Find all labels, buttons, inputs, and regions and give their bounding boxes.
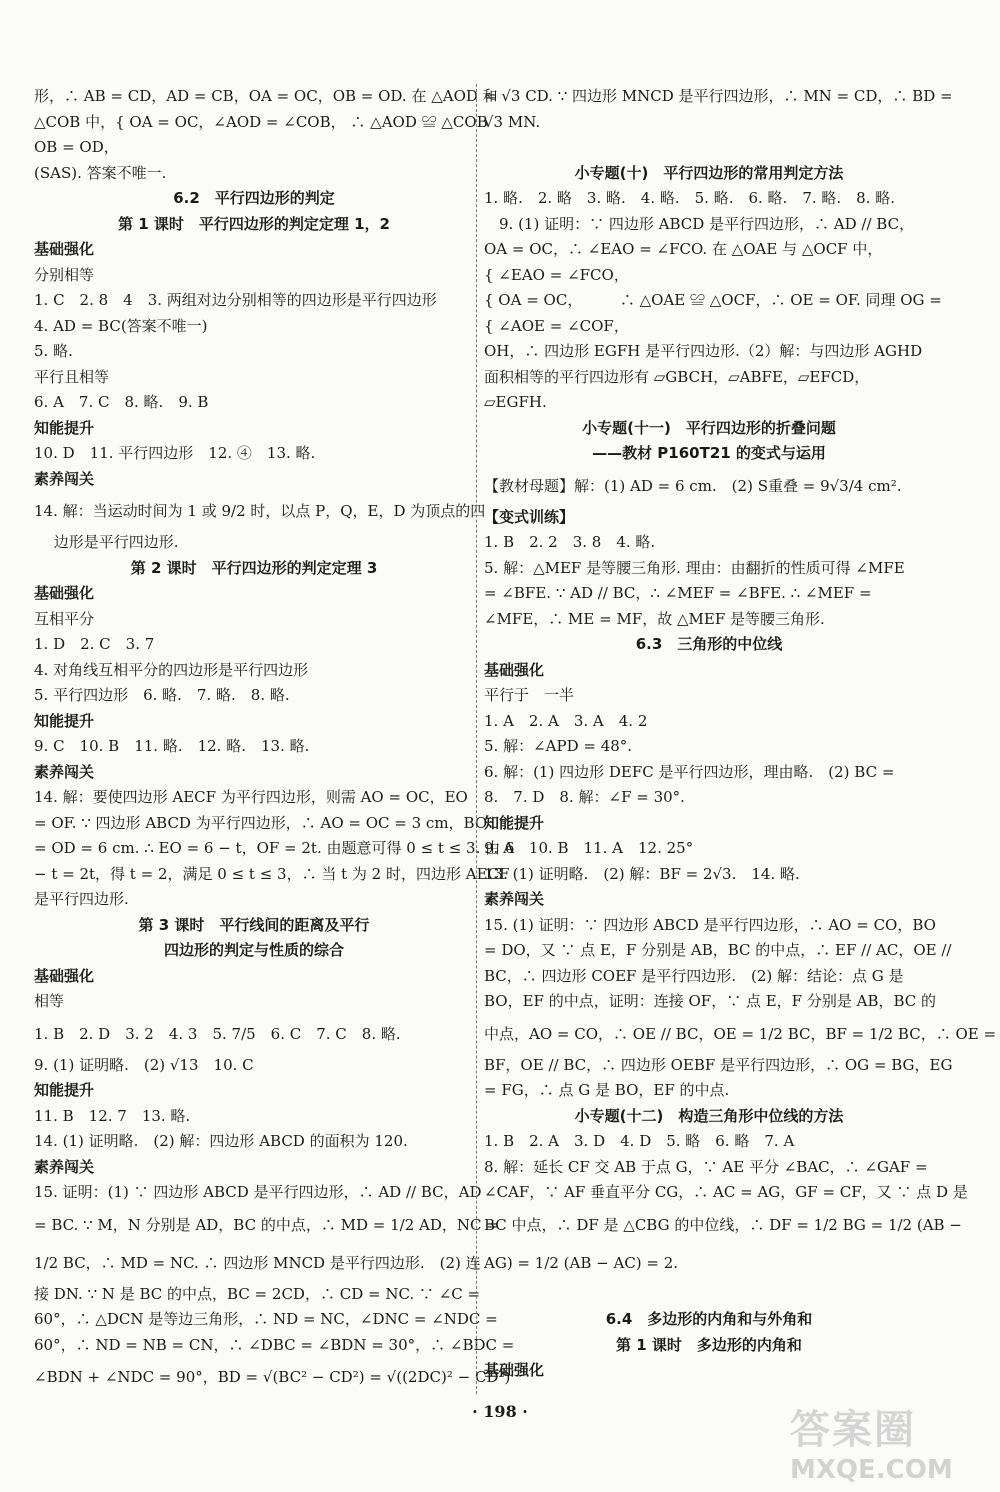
left-line: 6.2 平行四边形的判定 <box>173 189 335 207</box>
right-line: 13. (1) 证明略. (2) 解：BF = 2√3. 14. 略. <box>484 864 800 883</box>
right-line: = DO，又 ∵ 点 E，F 分别是 AB，BC 的中点，∴ EF // AC，OE // <box>484 941 952 959</box>
right-line: OA = OC，∴ ∠EAO = ∠FCO. 在 △OAE 与 △OCF 中， <box>484 240 883 258</box>
left-line: 知能提升 <box>34 418 95 437</box>
right-line: AG) = 1/2 (AB − AC) = 2. <box>484 1253 679 1272</box>
left-line: 11. B 12. 7 13. 略. <box>34 1106 191 1125</box>
left-line: 互相平分 <box>34 609 95 628</box>
left-line: 1. C 2. 8 4 3. 两组对边分别相等的四边形是平行四边形 <box>34 291 437 309</box>
right-line: BC，∴ 四边形 COEF 是平行四边形. (2) 解：结论：点 G 是 <box>484 966 904 985</box>
left-line: 9. C 10. B 11. 略. 12. 略. 13. 略. <box>34 737 310 755</box>
right-line: 小专题(十一) 平行四边形的折叠问题 <box>582 418 836 437</box>
right-line: ——教材 P160T21 的变式与运用 <box>592 444 826 462</box>
right-line: √3 MN. <box>484 112 541 131</box>
right-line: 9. A 10. B 11. A 12. 25° <box>484 839 694 857</box>
right-line: 1. B 2. A 3. D 4. D 5. 略 6. 略 7. A <box>484 1132 795 1150</box>
left-line: 基础强化 <box>34 240 95 258</box>
right-column <box>484 84 997 1384</box>
left-line: 知能提升 <box>34 1081 95 1099</box>
column-divider <box>476 84 477 1394</box>
right-line <box>484 1282 934 1308</box>
left-line: 素养闯关 <box>34 1157 95 1176</box>
watermark-logo <box>790 1398 990 1484</box>
right-line: 1. 略. 2. 略 3. 略. 4. 略. 5. 略. 6. 略. 7. 略. 8. 略. <box>484 189 896 207</box>
left-line: 边形是平行四边形. <box>34 533 179 551</box>
right-line: 6.3 三角形的中位线 <box>635 635 783 653</box>
left-line: ∠BDN + ∠NDC = 90°，BD = √(BC² − CD²) = √((2DC)² − CD²) <box>34 1368 511 1386</box>
watermark-bottom: MXQE.COM <box>790 1455 953 1485</box>
right-line: 基础强化 <box>484 660 545 679</box>
left-line: 9. (1) 证明略. (2) √13 10. C <box>34 1055 254 1074</box>
left-line: 5. 略. <box>34 342 73 360</box>
left-line: 相等 <box>34 992 65 1010</box>
left-line: 1. D 2. C 3. 7 <box>34 635 155 653</box>
right-line: 8. 7. D 8. 解：∠F = 30°. <box>484 788 685 806</box>
right-line: = √3 CD. ∵ 四边形 MNCD 是平行四边形，∴ MN = CD，∴ BD = <box>484 87 953 105</box>
left-line: △COB 中，{ OA = OC，∠AOD = ∠COB， ∴ △AOD ≌ △COB <box>34 112 488 131</box>
right-line: ∠CAF，∵ AF 垂直平分 CG，∴ AC = AG，GF = CF，又 ∵ 点 D 是 <box>484 1183 968 1201</box>
right-line: 8. 解：延长 CF 交 AB 于点 G，∵ AE 平分 ∠BAC，∴ ∠GAF = <box>484 1157 928 1176</box>
right-line: { OA = OC， ∴ △OAE ≌ △OCF，∴ OE = OF. 同理 OG = <box>484 291 942 309</box>
right-line: 15. (1) 证明：∵ 四边形 ABCD 是平行四边形，∴ AO = CO，BO <box>484 915 936 934</box>
left-line: 5. 平行四边形 6. 略. 7. 略. 8. 略. <box>34 686 290 704</box>
right-line: 5. 解：△MEF 是等腰三角形. 理由：由翻折的性质可得 ∠MFE <box>484 558 905 577</box>
left-line: 14. (1) 证明略. (2) 解：四边形 ABCD 的面积为 120. <box>34 1132 408 1150</box>
left-line: 基础强化 <box>34 584 95 602</box>
right-line: 1. B 2. 2 3. 8 4. 略. <box>484 533 656 551</box>
left-line: 第 1 课时 平行四边形的判定定理 1，2 <box>118 214 390 233</box>
left-line: (SAS). 答案不唯一. <box>34 163 167 182</box>
left-line: 1. B 2. D 3. 2 4. 3 5. 7/5 6. C 7. C 8. 略. <box>34 1024 401 1043</box>
right-line: BO，EF 的中点，证明：连接 OF，∵ 点 E，F 分别是 AB，BC 的 <box>484 992 937 1010</box>
right-line: = ∠BFE. ∵ AD // BC，∴ ∠MEF = ∠BFE. ∴ ∠MEF = <box>484 584 872 602</box>
left-line: 4. AD = BC(答案不唯一) <box>34 316 208 335</box>
left-line: 15. 证明：(1) ∵ 四边形 ABCD 是平行四边形，∴ AD // BC，AD <box>34 1183 482 1201</box>
right-line: BF，OE // BC，∴ 四边形 OEBF 是平行四边形，∴ OG = BG，EG <box>484 1055 953 1074</box>
right-line: = FG，∴ 点 G 是 BO，EF 的中点. <box>484 1081 730 1099</box>
watermark-top: 答案圈 <box>790 1407 916 1453</box>
left-line: 14. 解：要使四边形 AECF 为平行四边形，则需 AO = OC，EO <box>34 788 468 806</box>
left-line: 是平行四边形. <box>34 890 129 908</box>
right-line: 【变式训练】 <box>484 507 575 526</box>
left-line: 基础强化 <box>34 966 95 985</box>
left-line: 6. A 7. C 8. 略. 9. B <box>34 393 209 411</box>
right-line: 【教材母题】解：(1) AD = 6 cm. (2) S重叠 = 9√3/4 cm². <box>484 476 902 495</box>
right-line: ∠MFE，∴ ME = MF，故 △MEF 是等腰三角形. <box>484 609 825 628</box>
right-line <box>484 135 934 161</box>
left-line: = OD = 6 cm. ∴ EO = 6 − t，OF = 2t. 由题意可得 0 ≤ t ≤ 3. 由 6 <box>34 839 515 857</box>
left-line: 10. D 11. 平行四边形 12. ④ 13. 略. <box>34 444 316 462</box>
right-line: 中点，AO = CO，∴ OE // BC，OE = 1/2 BC，BF = 1/2 BC，∴ OE = <box>484 1024 997 1043</box>
right-line: 小专题(十二) 构造三角形中位线的方法 <box>574 1106 844 1125</box>
left-line: = OF. ∵ 四边形 ABCD 为平行四边形，∴ AO = OC = 3 cm，BO <box>34 813 488 832</box>
left-line: 1/2 BC，∴ MD = NC. ∴ 四边形 MNCD 是平行四边形. (2) 连 <box>34 1253 481 1272</box>
right-line: { ∠EAO = ∠FCO， <box>484 265 629 284</box>
right-line: 第 1 课时 多边形的内角和 <box>616 1335 802 1354</box>
right-line: 5. 解：∠APD = 48°. <box>484 737 633 755</box>
right-line: ▱EGFH. <box>484 393 547 411</box>
right-line: 知能提升 <box>484 813 545 832</box>
page-number: · 198 · <box>472 1402 528 1421</box>
left-line: 接 DN. ∵ N 是 BC 的中点，BC = 2CD，∴ CD = NC. ∵ ∠C = <box>34 1284 481 1303</box>
right-line: 基础强化 <box>484 1361 545 1379</box>
right-line: 素养闯关 <box>484 890 545 908</box>
left-line: 60°，∴ ND = NB = CN，∴ ∠DBC = ∠BDN = 30°，∴ ∠BDC = <box>34 1335 515 1354</box>
right-line: 1. A 2. A 3. A 4. 2 <box>484 711 648 730</box>
left-line: 知能提升 <box>34 711 95 730</box>
left-line: 第 2 课时 平行四边形的判定定理 3 <box>130 558 378 577</box>
left-line: OB = OD， <box>34 138 119 156</box>
left-line: 60°，∴ △DCN 是等边三角形，∴ ND = NC，∠DNC = ∠NDC = <box>34 1310 498 1328</box>
left-line: 素养闯关 <box>34 469 95 488</box>
left-line: 四边形的判定与性质的综合 <box>163 941 344 959</box>
left-line: 14. 解：当运动时间为 1 或 9/2 时，以点 P，Q，E，D 为顶点的四 <box>34 502 486 520</box>
right-line: 6.4 多边形的内角和与外角和 <box>605 1310 813 1328</box>
left-line: 形，∴ AB = CD，AD = CB，OA = OC，OB = OD. 在 △AOD 和 <box>34 87 498 105</box>
right-line: 9. (1) 证明：∵ 四边形 ABCD 是平行四边形，∴ AD // BC， <box>484 214 915 233</box>
right-line: 面积相等的平行四边形有 ▱GBCH，▱ABFE，▱EFCD， <box>484 367 870 386</box>
right-line: OH，∴ 四边形 EGFH 是平行四边形.（2）解：与四边形 AGHD <box>484 342 923 360</box>
right-line: BC 中点，∴ DF 是 △CBG 的中位线，∴ DF = 1/2 BG = 1/2 (AB − <box>484 1215 962 1234</box>
right-line: { ∠AOE = ∠COF， <box>484 316 629 335</box>
left-line: = BC. ∵ M，N 分别是 AD，BC 的中点，∴ MD = 1/2 AD，NC = <box>34 1215 499 1234</box>
left-line: 4. 对角线互相平分的四边形是平行四边形 <box>34 660 309 679</box>
left-line: − t = 2t，得 t = 2，满足 0 ≤ t ≤ 3，∴ 当 t 为 2 时，四边形 AECF <box>34 864 510 883</box>
left-line: 分别相等 <box>34 265 95 284</box>
right-line: 小专题(十) 平行四边形的常用判定方法 <box>574 163 844 182</box>
left-line: 第 3 课时 平行线间的距离及平行 <box>138 915 370 934</box>
left-line: 平行且相等 <box>34 367 110 386</box>
right-line: 6. 解：(1) 四边形 DEFC 是平行四边形，理由略. (2) BC = <box>484 762 895 781</box>
right-line: 平行于 一半 <box>484 686 575 704</box>
left-line: 素养闯关 <box>34 762 95 781</box>
